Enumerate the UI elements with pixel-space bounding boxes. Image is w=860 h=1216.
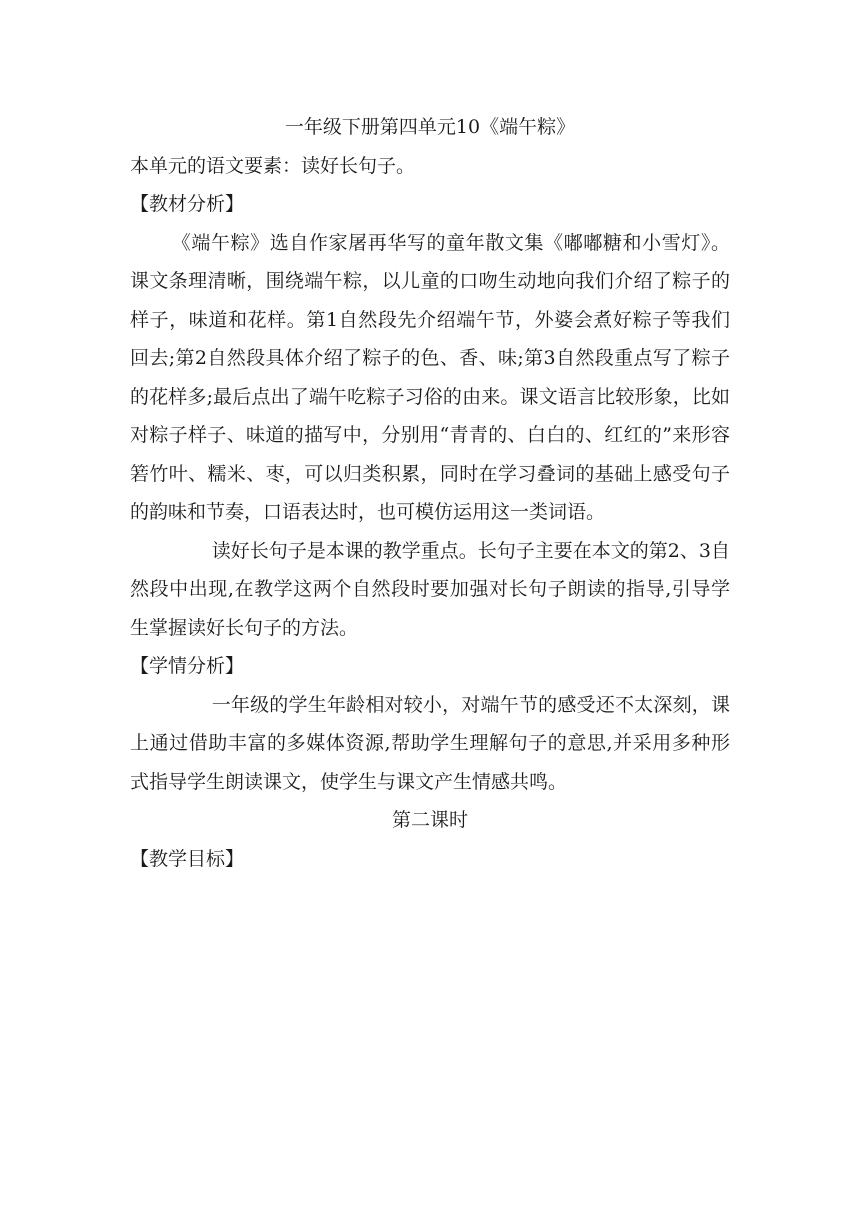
learner-analysis-paragraph: 一年级的学生年龄相对较小，对端午节的感受还不太深刻，课上通过借助丰富的多媒体资源,帮助学生理解句子的意思,并采用多种形式指导学生朗读课文，使学生与课文产生情感共鸣。 <box>130 693 730 793</box>
unit-element-line: 本单元的语文要素：读好长句子。 <box>130 154 416 177</box>
textbook-analysis-paragraph-1: 《端午粽》选自作家屠再华写的童年散文集《嘟嘟糖和小雪灯》。课文条理清晰，围绕端午粽，以儿童的口吻生动地向我们介绍了粽子的样子，味道和花样。第1自然段先介绍端午节，外婆会煮好粽子等我们回去;第2自然段具体介绍了粽子的色、香、味;第3自然段重点写了粽子的花样多;最后点出了端午吃粽子习俗的由来。课文语言比较形象，比如对粽子样子、味道的描写中，分别用“青青的、白白的、红红的”来形容箬竹叶、糯米、枣，可以归类积累，同时在学习叠词的基础上感受句子的韵味和节奏，口语表达时，也可模仿运用这一类词语。 <box>130 231 730 523</box>
teaching-goals-heading: 【教学目标】 <box>130 847 245 870</box>
lesson-label: 第二课时 <box>391 809 468 831</box>
textbook-analysis-heading: 【教材分析】 <box>130 193 245 215</box>
learner-analysis-heading: 【学情分析】 <box>130 655 245 677</box>
document-page <box>130 108 730 878</box>
document-title: 一年级下册第四单元10《端午粽》 <box>284 116 576 138</box>
textbook-analysis-paragraph-2: 读好长句子是本课的教学重点。长句子主要在本文的第2、3自然段中出现,在教学这两个自然段时要加强对长句子朗读的指导,引导学生掌握读好长句子的方法。 <box>130 539 730 639</box>
